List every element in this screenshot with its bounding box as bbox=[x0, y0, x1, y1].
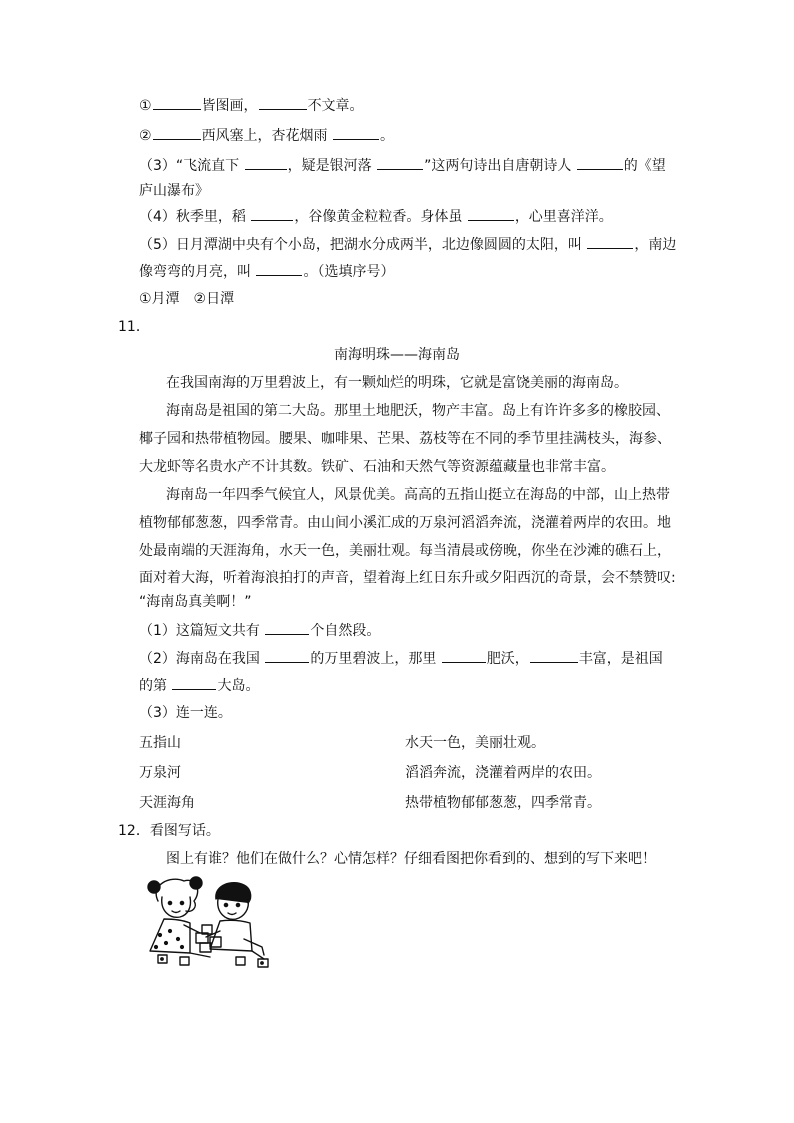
passage-paragraph-3-line: 面对着大海，听着海浪拍打的声音，望着海上红日东升或夕阳西沉的奇景，会不禁赞叹: bbox=[139, 570, 676, 586]
q11-sub-2-cont: 的第 大岛。 bbox=[139, 675, 259, 695]
label-circled-2: ② bbox=[139, 128, 152, 144]
q12-prompt: 图上有谁？他们在做什么？心情怎样？仔细看图把你看到的、想到的写下来吧！ bbox=[166, 851, 656, 867]
label-circled-1: ① bbox=[139, 98, 152, 114]
match-right-item[interactable]: 滔滔奔流，浇灌着两岸的农田。 bbox=[405, 765, 601, 781]
q10-sub-3-cont: 庐山瀑布》 bbox=[139, 183, 209, 199]
match-right-item[interactable]: 热带植物郁郁葱葱，四季常青。 bbox=[405, 795, 601, 811]
match-left-item[interactable]: 万泉河 bbox=[139, 765, 181, 781]
answer-blank[interactable] bbox=[172, 675, 216, 690]
q11-number: 11． bbox=[118, 319, 150, 335]
answer-blank[interactable] bbox=[442, 648, 486, 663]
answer-blank[interactable] bbox=[530, 648, 578, 663]
q10-sub-3: （3）“飞流直下 ，疑是银河落 ”这两句诗出自唐朝诗人 的《望 bbox=[139, 155, 666, 175]
answer-blank[interactable] bbox=[251, 206, 293, 221]
answer-blank[interactable] bbox=[153, 95, 201, 110]
q10-sub-5-cont: 像弯弯的月亮，叫 。（选填序号） bbox=[139, 261, 394, 281]
match-left-item[interactable]: 天涯海角 bbox=[139, 795, 195, 811]
answer-blank[interactable] bbox=[468, 206, 514, 221]
match-left-item[interactable]: 五指山 bbox=[139, 735, 181, 751]
match-right-item[interactable]: 水天一色，美丽壮观。 bbox=[405, 735, 545, 751]
answer-blank[interactable] bbox=[153, 125, 201, 140]
answer-blank[interactable] bbox=[577, 155, 623, 170]
q11-sub-1: （1）这篇短文共有 个自然段。 bbox=[139, 620, 380, 640]
children-playing-blocks-illustration bbox=[140, 873, 272, 969]
passage-paragraph-3-line: “海南岛真美啊！” bbox=[139, 594, 252, 610]
passage-paragraph-2-line: 椰子园和热带植物园。腰果、咖啡果、芒果、荔枝等在不同的季节里挂满枝头，海参、 bbox=[139, 431, 671, 447]
passage-title: 南海明珠——海南岛 bbox=[334, 347, 460, 363]
answer-blank[interactable] bbox=[377, 155, 423, 170]
passage-paragraph-3-line: 海南岛一年四季气候宜人，风景优美。高高的五指山挺立在海岛的中部，山上热带 bbox=[166, 487, 670, 503]
answer-blank[interactable] bbox=[245, 155, 287, 170]
q10-sub-5: （5）日月潭湖中央有个小岛，把湖水分成两半，北边像圆圆的太阳，叫 ，南边 bbox=[139, 234, 676, 254]
answer-blank[interactable] bbox=[265, 648, 309, 663]
q10-sub-4: （4）秋季里，稻 ，谷像黄金粒粒香。身体虽 ，心里喜洋洋。 bbox=[139, 206, 613, 226]
q10-line-2: ② 西风塞上，杏花烟雨 。 bbox=[139, 125, 394, 145]
q12-heading: 12．看图写话。 bbox=[118, 823, 220, 839]
q11-sub-3: （3）连一连。 bbox=[139, 705, 232, 721]
answer-blank[interactable] bbox=[333, 125, 379, 140]
answer-blank[interactable] bbox=[587, 234, 633, 249]
passage-paragraph-3-line: 植物郁郁葱葱，四季常青。由山间小溪汇成的万泉河滔滔奔流，浇灌着两岸的农田。地 bbox=[139, 515, 671, 531]
passage-paragraph-3-line: 处最南端的天涯海角，水天一色，美丽壮观。每当清晨或傍晚，你坐在沙滩的礁石上， bbox=[139, 543, 671, 559]
answer-blank[interactable] bbox=[259, 95, 307, 110]
answer-blank[interactable] bbox=[256, 261, 302, 276]
passage-paragraph-2-line: 大龙虾等名贵水产不计其数。铁矿、石油和天然气等资源蕴藏量也非常丰富。 bbox=[139, 459, 615, 475]
passage-paragraph-1: 在我国南海的万里碧波上，有一颗灿烂的明珠，它就是富饶美丽的海南岛。 bbox=[166, 375, 628, 391]
q10-line-1: ① 皆图画， 不文章。 bbox=[139, 95, 364, 115]
q11-sub-2: （2）海南岛在我国 的万里碧波上，那里 肥沃， 丰富，是祖国 bbox=[139, 648, 663, 668]
answer-blank[interactable] bbox=[265, 620, 309, 635]
passage-paragraph-2-line: 海南岛是祖国的第二大岛。那里土地肥沃，物产丰富。岛上有许许多多的橡胶园、 bbox=[166, 403, 670, 419]
q10-options: ①月潭 ②日潭 bbox=[139, 291, 235, 307]
